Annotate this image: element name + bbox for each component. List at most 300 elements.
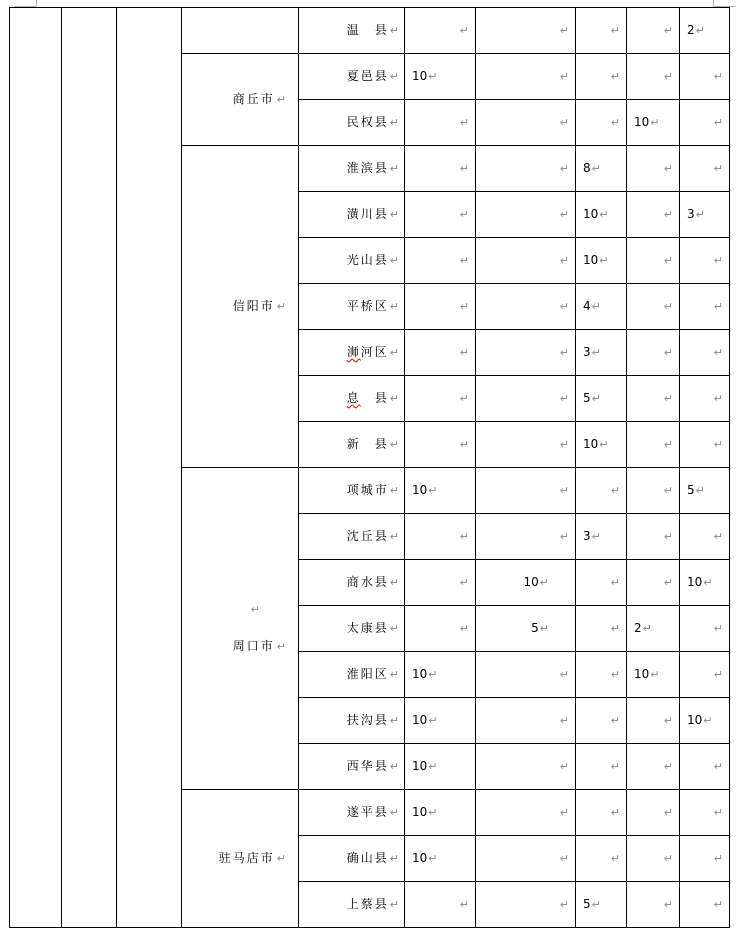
paragraph-mark: ↵ xyxy=(610,668,620,681)
paragraph-mark: ↵ xyxy=(610,622,620,635)
value-cell xyxy=(405,192,476,238)
paragraph-mark: ↵ xyxy=(389,898,399,911)
paragraph-mark: ↵ xyxy=(599,208,609,221)
paragraph-mark: ↵ xyxy=(642,622,652,635)
cell-value: 10 xyxy=(583,253,599,267)
cell-value: 4 xyxy=(583,299,591,313)
value-cell xyxy=(627,514,680,560)
value-cell xyxy=(476,422,576,468)
paragraph-mark: ↵ xyxy=(428,806,438,819)
cell-value: 5 xyxy=(583,391,591,405)
value-cell xyxy=(476,560,576,606)
paragraph-mark: ↵ xyxy=(663,24,673,37)
cell-value: 8 xyxy=(583,161,591,175)
county-cell xyxy=(299,54,405,100)
value-cell xyxy=(627,698,680,744)
value-cell xyxy=(680,560,730,606)
value-cell xyxy=(405,560,476,606)
county-name: 民权县 xyxy=(346,115,389,129)
paragraph-mark: ↵ xyxy=(389,392,399,405)
paragraph-mark: ↵ xyxy=(459,254,469,267)
value-cell xyxy=(405,606,476,652)
paragraph-mark: ↵ xyxy=(650,668,660,681)
paragraph-mark: ↵ xyxy=(559,300,569,313)
county-cell xyxy=(299,882,405,928)
paragraph-mark: ↵ xyxy=(713,438,723,451)
value-cell xyxy=(476,238,576,284)
paragraph-mark: ↵ xyxy=(663,714,673,727)
county-name: 夏邑县 xyxy=(346,69,389,83)
value-cell xyxy=(627,606,680,652)
county-cell xyxy=(299,514,405,560)
paragraph-mark: ↵ xyxy=(389,484,399,497)
value-cell xyxy=(576,238,627,284)
paragraph-mark: ↵ xyxy=(663,392,673,405)
paragraph-mark: ↵ xyxy=(663,254,673,267)
outer-col-1 xyxy=(10,8,62,928)
paragraph-mark: ↵ xyxy=(610,484,620,497)
paragraph-mark: ↵ xyxy=(591,300,601,313)
value-cell xyxy=(405,238,476,284)
paragraph-mark: ↵ xyxy=(713,898,723,911)
city-cell xyxy=(182,54,299,146)
cell-value: 10 xyxy=(583,207,599,221)
county-cell xyxy=(299,606,405,652)
value-cell xyxy=(627,100,680,146)
city-cell xyxy=(182,8,299,54)
paragraph-mark: ↵ xyxy=(591,898,601,911)
paragraph-mark: ↵ xyxy=(559,530,569,543)
paragraph-mark: ↵ xyxy=(663,530,673,543)
value-cell xyxy=(627,284,680,330)
city-name: 信阳市 xyxy=(232,299,275,313)
city-cell xyxy=(182,468,299,790)
paragraph-mark: ↵ xyxy=(276,93,286,106)
paragraph-mark: ↵ xyxy=(389,254,399,267)
paragraph-mark: ↵ xyxy=(389,576,399,589)
paragraph-mark: ↵ xyxy=(559,806,569,819)
value-cell xyxy=(627,54,680,100)
spell-mark: 息 xyxy=(346,391,361,405)
cell-value: 10 xyxy=(412,713,428,727)
value-cell xyxy=(627,422,680,468)
value-cell xyxy=(576,8,627,54)
county-name: 太康县 xyxy=(346,621,389,635)
paragraph-mark: ↵ xyxy=(428,484,438,497)
cell-value: 10 xyxy=(634,667,650,681)
cell-value: 2 xyxy=(634,621,642,635)
city-line xyxy=(182,639,286,654)
cell-value: 10 xyxy=(687,575,703,589)
value-cell xyxy=(476,54,576,100)
outer-col-2 xyxy=(62,8,117,928)
paragraph-mark: ↵ xyxy=(663,576,673,589)
paragraph-mark: ↵ xyxy=(459,438,469,451)
paragraph-mark: ↵ xyxy=(713,668,723,681)
value-cell xyxy=(476,376,576,422)
paragraph-mark: ↵ xyxy=(459,116,469,129)
paragraph-mark: ↵ xyxy=(276,852,286,865)
county-name: 温 县 xyxy=(346,23,389,37)
county-name: 息 县 xyxy=(346,391,389,405)
paragraph-mark: ↵ xyxy=(610,852,620,865)
cell-value: 10 xyxy=(412,483,428,497)
paragraph-mark: ↵ xyxy=(703,576,713,589)
county-name: 潢川县 xyxy=(346,207,389,221)
paragraph-mark: ↵ xyxy=(610,714,620,727)
paragraph-mark: ↵ xyxy=(713,162,723,175)
county-cell xyxy=(299,652,405,698)
paragraph-mark: ↵ xyxy=(703,714,713,727)
paragraph-mark: ↵ xyxy=(663,346,673,359)
value-cell xyxy=(405,836,476,882)
paragraph-mark: ↵ xyxy=(591,392,601,405)
city-label-wrap xyxy=(182,603,286,654)
value-cell xyxy=(627,882,680,928)
county-name: 平桥区 xyxy=(346,299,389,313)
paragraph-mark: ↵ xyxy=(389,346,399,359)
county-name: 沈丘县 xyxy=(346,529,389,543)
spell-mark: 浉 xyxy=(346,345,361,359)
paragraph-mark: ↵ xyxy=(713,530,723,543)
value-cell xyxy=(405,54,476,100)
value-cell xyxy=(405,652,476,698)
county-cell xyxy=(299,836,405,882)
paragraph-mark: ↵ xyxy=(389,622,399,635)
value-cell xyxy=(405,882,476,928)
value-cell xyxy=(476,192,576,238)
value-cell xyxy=(627,468,680,514)
paragraph-mark: ↵ xyxy=(459,300,469,313)
paragraph-mark: ↵ xyxy=(559,714,569,727)
paragraph-mark: ↵ xyxy=(713,254,723,267)
paragraph-mark: ↵ xyxy=(459,576,469,589)
cell-value: 3 xyxy=(687,207,695,221)
value-cell xyxy=(405,100,476,146)
paragraph-mark: ↵ xyxy=(663,208,673,221)
paragraph-mark: ↵ xyxy=(559,24,569,37)
value-cell xyxy=(680,192,730,238)
value-cell xyxy=(476,744,576,790)
county-name: 淮阳区 xyxy=(346,667,389,681)
paragraph-mark: ↵ xyxy=(713,806,723,819)
city-cell xyxy=(182,790,299,928)
value-cell xyxy=(627,744,680,790)
paragraph-mark: ↵ xyxy=(591,346,601,359)
paragraph-mark: ↵ xyxy=(459,898,469,911)
value-cell xyxy=(627,238,680,284)
value-cell xyxy=(405,284,476,330)
cell-value: 5 xyxy=(687,483,695,497)
paragraph-mark: ↵ xyxy=(389,852,399,865)
value-cell xyxy=(576,652,627,698)
value-cell xyxy=(576,192,627,238)
paragraph-mark: ↵ xyxy=(559,162,569,175)
value-cell xyxy=(476,8,576,54)
paragraph-mark: ↵ xyxy=(713,70,723,83)
paragraph-mark: ↵ xyxy=(559,254,569,267)
value-cell xyxy=(476,100,576,146)
paragraph-mark: ↵ xyxy=(610,806,620,819)
cell-value: 5 xyxy=(583,897,591,911)
paragraph-mark: ↵ xyxy=(713,346,723,359)
value-cell xyxy=(627,790,680,836)
cell-value: 10 xyxy=(412,759,428,773)
value-cell xyxy=(576,146,627,192)
county-name: 西华县 xyxy=(346,759,389,773)
value-cell xyxy=(405,514,476,560)
value-cell xyxy=(680,790,730,836)
county-cell xyxy=(299,284,405,330)
cell-value: 10 xyxy=(412,805,428,819)
value-cell xyxy=(680,698,730,744)
paragraph-mark: ↵ xyxy=(459,530,469,543)
county-name: 项城市 xyxy=(346,483,389,497)
paragraph-mark: ↵ xyxy=(389,438,399,451)
county-name: 遂平县 xyxy=(346,805,389,819)
cell-value: 3 xyxy=(583,345,591,359)
paragraph-mark: ↵ xyxy=(695,24,705,37)
value-cell xyxy=(476,606,576,652)
county-cell xyxy=(299,744,405,790)
value-cell xyxy=(627,192,680,238)
paragraph-mark: ↵ xyxy=(389,116,399,129)
value-cell xyxy=(576,422,627,468)
paragraph-mark: ↵ xyxy=(663,162,673,175)
paragraph-mark: ↵ xyxy=(539,622,549,635)
value-cell xyxy=(576,606,627,652)
paragraph-mark: ↵ xyxy=(559,346,569,359)
county-cell xyxy=(299,376,405,422)
paragraph-mark: ↵ xyxy=(250,603,260,616)
paragraph-mark: ↵ xyxy=(559,760,569,773)
city-name: 驻马店市 xyxy=(218,851,275,865)
value-cell xyxy=(627,330,680,376)
value-cell xyxy=(405,146,476,192)
value-cell xyxy=(627,560,680,606)
paragraph-mark: ↵ xyxy=(559,208,569,221)
value-cell xyxy=(627,8,680,54)
paragraph-mark: ↵ xyxy=(539,576,549,589)
paragraph-mark: ↵ xyxy=(389,208,399,221)
paragraph-mark: ↵ xyxy=(428,852,438,865)
paragraph-mark: ↵ xyxy=(663,898,673,911)
value-cell xyxy=(576,284,627,330)
value-cell xyxy=(680,238,730,284)
cell-value: 2 xyxy=(687,23,695,37)
paragraph-mark: ↵ xyxy=(713,622,723,635)
cell-value: 10 xyxy=(523,575,539,589)
paragraph-mark: ↵ xyxy=(459,162,469,175)
paragraph-mark: ↵ xyxy=(389,24,399,37)
county-name: 淮滨县 xyxy=(346,161,389,175)
county-cell xyxy=(299,468,405,514)
paragraph-mark: ↵ xyxy=(389,806,399,819)
value-cell xyxy=(680,54,730,100)
value-cell xyxy=(680,100,730,146)
paragraph-mark: ↵ xyxy=(459,392,469,405)
paragraph-mark: ↵ xyxy=(428,70,438,83)
paragraph-mark: ↵ xyxy=(389,70,399,83)
paragraph-mark: ↵ xyxy=(713,392,723,405)
value-cell xyxy=(476,836,576,882)
county-name: 扶沟县 xyxy=(346,713,389,727)
value-cell xyxy=(405,422,476,468)
paragraph-mark: ↵ xyxy=(389,530,399,543)
county-cell xyxy=(299,790,405,836)
paragraph-mark: ↵ xyxy=(389,714,399,727)
county-cell xyxy=(299,698,405,744)
value-cell xyxy=(680,514,730,560)
value-cell xyxy=(476,514,576,560)
paragraph-mark: ↵ xyxy=(428,760,438,773)
paragraph-mark: ↵ xyxy=(428,668,438,681)
value-cell xyxy=(680,468,730,514)
paragraph-mark: ↵ xyxy=(650,116,660,129)
county-cell xyxy=(299,422,405,468)
cell-value: 10 xyxy=(634,115,650,129)
paragraph-mark: ↵ xyxy=(610,116,620,129)
value-cell xyxy=(476,882,576,928)
value-cell xyxy=(627,652,680,698)
paragraph-mark: ↵ xyxy=(713,760,723,773)
paragraph-mark: ↵ xyxy=(610,24,620,37)
value-cell xyxy=(405,790,476,836)
value-cell xyxy=(680,652,730,698)
paragraph-mark: ↵ xyxy=(559,116,569,129)
paragraph-mark: ↵ xyxy=(663,760,673,773)
paragraph-mark: ↵ xyxy=(695,208,705,221)
county-cell xyxy=(299,238,405,284)
value-cell xyxy=(680,146,730,192)
value-cell xyxy=(576,514,627,560)
paragraph-mark: ↵ xyxy=(459,208,469,221)
county-name: 新 县 xyxy=(346,437,389,451)
cell-value: 10 xyxy=(687,713,703,727)
county-cell xyxy=(299,8,405,54)
value-cell xyxy=(680,376,730,422)
paragraph-mark: ↵ xyxy=(559,70,569,83)
paragraph-mark: ↵ xyxy=(276,300,286,313)
value-cell xyxy=(476,146,576,192)
cell-value: 10 xyxy=(412,69,428,83)
cell-value: 10 xyxy=(412,851,428,865)
value-cell xyxy=(576,882,627,928)
cell-value: 5 xyxy=(531,621,539,635)
quota-table xyxy=(9,7,730,928)
paragraph-mark: ↵ xyxy=(713,300,723,313)
county-cell xyxy=(299,100,405,146)
value-cell xyxy=(680,882,730,928)
paragraph-mark: ↵ xyxy=(713,852,723,865)
value-cell xyxy=(576,790,627,836)
county-cell xyxy=(299,330,405,376)
value-cell xyxy=(405,8,476,54)
county-cell xyxy=(299,192,405,238)
county-name: 确山县 xyxy=(346,851,389,865)
value-cell xyxy=(576,744,627,790)
city-cell xyxy=(182,146,299,468)
paragraph-mark: ↵ xyxy=(663,852,673,865)
value-cell xyxy=(405,330,476,376)
county-name: 光山县 xyxy=(346,253,389,267)
paragraph-mark: ↵ xyxy=(559,898,569,911)
value-cell xyxy=(627,146,680,192)
table-row xyxy=(10,8,730,54)
paragraph-mark: ↵ xyxy=(389,300,399,313)
value-cell xyxy=(680,284,730,330)
city-name: 商丘市 xyxy=(232,92,275,106)
value-cell xyxy=(680,606,730,652)
county-cell xyxy=(299,146,405,192)
crop-mark-left xyxy=(14,0,37,7)
paragraph-mark: ↵ xyxy=(459,24,469,37)
value-cell xyxy=(680,744,730,790)
value-cell xyxy=(627,376,680,422)
value-cell xyxy=(476,468,576,514)
paragraph-mark: ↵ xyxy=(559,852,569,865)
county-cell xyxy=(299,560,405,606)
value-cell xyxy=(476,698,576,744)
county-name: 商水县 xyxy=(346,575,389,589)
value-cell xyxy=(405,744,476,790)
value-cell xyxy=(476,330,576,376)
city-name: 周口市 xyxy=(232,639,275,653)
paragraph-mark: ↵ xyxy=(591,530,601,543)
paragraph-mark: ↵ xyxy=(389,668,399,681)
paragraph-mark: ↵ xyxy=(663,484,673,497)
value-cell xyxy=(576,698,627,744)
value-cell xyxy=(576,54,627,100)
paragraph-mark: ↵ xyxy=(663,806,673,819)
paragraph-mark: ↵ xyxy=(559,668,569,681)
value-cell xyxy=(476,652,576,698)
paragraph-mark: ↵ xyxy=(663,70,673,83)
value-cell xyxy=(405,468,476,514)
crop-mark-right xyxy=(713,0,736,7)
paragraph-mark: ↵ xyxy=(459,346,469,359)
table-body xyxy=(10,8,730,928)
value-cell xyxy=(576,836,627,882)
value-cell xyxy=(576,376,627,422)
paragraph-mark: ↵ xyxy=(389,162,399,175)
paragraph-mark: ↵ xyxy=(276,640,286,653)
paragraph-mark: ↵ xyxy=(610,70,620,83)
paragraph-mark: ↵ xyxy=(559,392,569,405)
paragraph-mark: ↵ xyxy=(559,438,569,451)
value-cell xyxy=(576,330,627,376)
value-cell xyxy=(680,8,730,54)
paragraph-mark: ↵ xyxy=(459,622,469,635)
cell-value: 10 xyxy=(412,667,428,681)
value-cell xyxy=(680,836,730,882)
value-cell xyxy=(476,284,576,330)
paragraph-mark: ↵ xyxy=(559,484,569,497)
value-cell xyxy=(576,560,627,606)
paragraph-mark: ↵ xyxy=(610,760,620,773)
value-cell xyxy=(680,422,730,468)
cell-value: 10 xyxy=(583,437,599,451)
county-name: 浉河区 xyxy=(346,345,389,359)
cell-value: 3 xyxy=(583,529,591,543)
paragraph-mark: ↵ xyxy=(610,576,620,589)
paragraph-mark: ↵ xyxy=(663,438,673,451)
value-cell xyxy=(576,468,627,514)
paragraph-mark: ↵ xyxy=(428,714,438,727)
value-cell xyxy=(680,330,730,376)
value-cell xyxy=(476,790,576,836)
paragraph-mark: ↵ xyxy=(599,254,609,267)
